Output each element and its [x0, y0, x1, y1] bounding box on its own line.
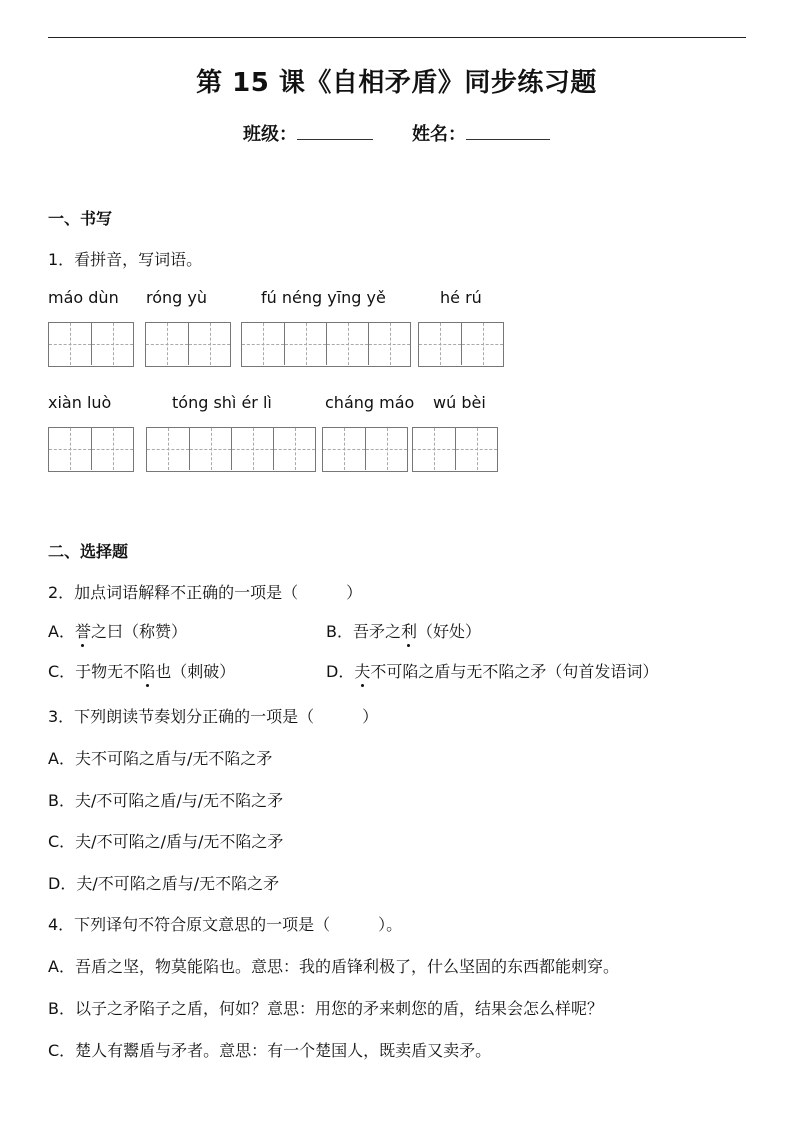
dotted-char: 夫: [354, 659, 370, 682]
writing-cell[interactable]: [461, 323, 503, 365]
q3-option-d[interactable]: D．夫/不可陷之盾与/无不陷之矛: [48, 874, 280, 893]
writing-cell[interactable]: [368, 323, 410, 365]
pinyin-item: cháng máo: [325, 393, 415, 412]
q3-option-c[interactable]: C．夫/不可陷之/盾与/无不陷之矛: [48, 832, 284, 851]
name-blank[interactable]: [466, 121, 550, 140]
writing-cell[interactable]: [189, 428, 231, 470]
class-blank[interactable]: [297, 121, 373, 140]
writing-cell[interactable]: [188, 323, 230, 365]
option-text: B．吾矛之: [326, 622, 401, 641]
writing-cell[interactable]: [323, 428, 365, 470]
writing-cell[interactable]: [284, 323, 326, 365]
writing-cell[interactable]: [242, 323, 284, 365]
section-choice: 二、选择题: [48, 542, 129, 561]
question-1: 1．看拼音，写词语。: [48, 250, 203, 269]
option-text: 之曰（称赞）: [90, 622, 187, 641]
name-label: 姓名：: [412, 124, 466, 145]
question-2: 2．加点词语解释不正确的一项是（ ）: [48, 583, 363, 602]
writing-cell[interactable]: [365, 428, 407, 470]
writing-cell[interactable]: [91, 323, 133, 365]
q4-option-a[interactable]: A．吾盾之坚，物莫能陷也。意思：我的盾锋利极了，什么坚固的东西都能刺穿。: [48, 957, 619, 976]
option-text: 也（刺破）: [155, 662, 236, 681]
top-rule: [48, 37, 746, 38]
pinyin-item: máo dùn: [48, 288, 119, 307]
dotted-char: 陷: [139, 659, 155, 682]
writing-grid[interactable]: [412, 427, 498, 472]
q2-option-d[interactable]: [326, 659, 658, 682]
writing-cell[interactable]: [413, 428, 455, 470]
writing-grid[interactable]: [48, 322, 134, 367]
writing-cell[interactable]: [49, 323, 91, 365]
dotted-char: 利: [401, 619, 417, 642]
writing-grid[interactable]: [48, 427, 134, 472]
pinyin-item: xiàn luò: [48, 393, 112, 412]
pinyin-item: tóng shì ér lì: [172, 393, 272, 412]
writing-grid[interactable]: [145, 322, 231, 367]
q2-option-a[interactable]: [48, 619, 187, 642]
q3-option-b[interactable]: B．夫/不可陷之盾/与/无不陷之矛: [48, 791, 284, 810]
option-text: A．: [48, 622, 75, 641]
option-text: C．于物无不: [48, 662, 140, 681]
dotted-char: 誉: [75, 619, 91, 642]
writing-cell[interactable]: [146, 323, 188, 365]
writing-grid[interactable]: [241, 322, 411, 367]
option-text: 不可陷之盾与无不陷之矛（句首发语词）: [370, 662, 659, 681]
writing-cell[interactable]: [419, 323, 461, 365]
writing-cell[interactable]: [91, 428, 133, 470]
pinyin-item: wú bèi: [433, 393, 486, 412]
writing-cell[interactable]: [455, 428, 497, 470]
q3-option-a[interactable]: A．夫不可陷之盾与/无不陷之矛: [48, 749, 273, 768]
writing-grid[interactable]: [322, 427, 408, 472]
writing-cell[interactable]: [326, 323, 368, 365]
writing-grid[interactable]: [146, 427, 316, 472]
question-4: 4．下列译句不符合原文意思的一项是（ ）。: [48, 915, 403, 934]
q2-option-b[interactable]: [326, 619, 481, 642]
writing-grid[interactable]: [418, 322, 504, 367]
q4-option-c[interactable]: C．楚人有鬻盾与矛者。意思：有一个楚国人，既卖盾又卖矛。: [48, 1041, 492, 1060]
question-3: 3．下列朗读节奏划分正确的一项是（ ）: [48, 707, 379, 726]
pinyin-item: róng yù: [146, 288, 208, 307]
writing-cell[interactable]: [273, 428, 315, 470]
option-text: （好处）: [417, 622, 482, 641]
pinyin-item: fú néng yīng yě: [261, 288, 386, 307]
writing-cell[interactable]: [49, 428, 91, 470]
section-writing: 一、书写: [48, 209, 113, 228]
name-field: [412, 120, 550, 146]
writing-cell[interactable]: [147, 428, 189, 470]
writing-cell[interactable]: [231, 428, 273, 470]
class-label: 班级：: [243, 124, 297, 145]
page-title: 第 15 课《自相矛盾》同步练习题: [196, 68, 597, 98]
class-field: [243, 120, 373, 146]
q4-option-b[interactable]: B．以子之矛陷子之盾，何如？意思：用您的矛来刺您的盾，结果会怎么样呢？: [48, 999, 603, 1018]
q2-option-c[interactable]: [48, 659, 235, 682]
pinyin-item: hé rú: [440, 288, 482, 307]
option-text: D．: [326, 662, 355, 681]
